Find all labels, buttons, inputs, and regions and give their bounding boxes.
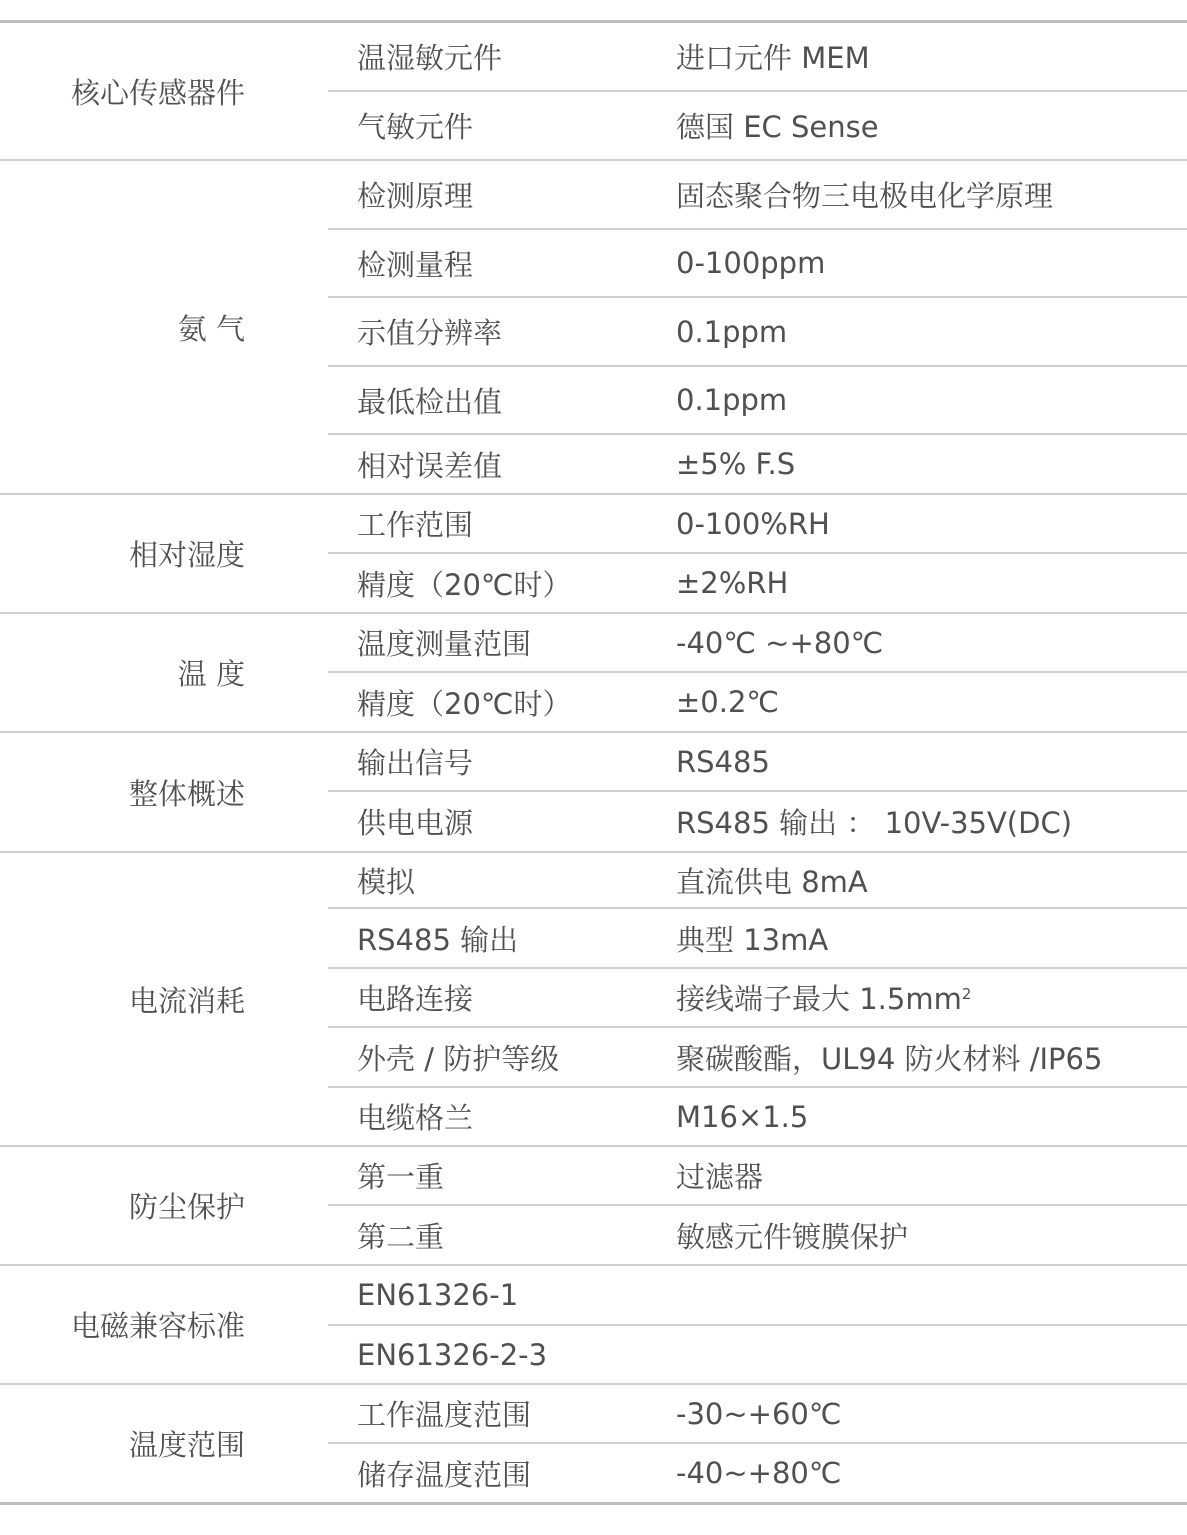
param-value-text: 0-100%RH <box>676 506 830 541</box>
param-value-text: -40℃ ~+80℃ <box>676 625 884 660</box>
param-value <box>676 1027 1176 1087</box>
param-name: 温湿敏元件 <box>357 41 503 75</box>
param-value-text: -30~+60℃ <box>676 1396 842 1431</box>
param-name: 检测原理 <box>357 179 474 213</box>
category-label: 温 度 <box>177 657 245 691</box>
param-name: 外壳 / 防护等级 <box>357 1041 560 1076</box>
param-value <box>676 1205 1176 1265</box>
param-name: EN61326-1 <box>357 1278 519 1312</box>
category-label: 温度范围 <box>128 1428 245 1462</box>
param-value <box>676 852 1176 908</box>
param-value-text: 0.1ppm <box>676 314 788 349</box>
param-name: EN61326-2-3 <box>357 1337 548 1372</box>
param-value <box>676 160 1176 229</box>
param-value <box>676 91 1176 160</box>
param-name: 储存温度范围 <box>357 1457 532 1492</box>
param-value-text: 德国 EC Sense <box>676 110 879 144</box>
param-value <box>676 1265 1176 1325</box>
param-value-text: ±2%RH <box>676 566 789 600</box>
param-value-text: 过滤器 <box>676 1160 764 1194</box>
param-value <box>676 908 1176 968</box>
param-value <box>676 732 1176 791</box>
category-label: 整体概述 <box>128 776 245 811</box>
param-name: 电缆格兰 <box>357 1101 474 1135</box>
param-value <box>676 613 1176 672</box>
param-name: 供电电源 <box>357 806 474 840</box>
param-value <box>676 791 1176 852</box>
param-value <box>676 1087 1176 1146</box>
table-bottom-border <box>0 1502 1187 1505</box>
param-value <box>676 229 1176 297</box>
param-value <box>676 1443 1176 1503</box>
param-value <box>676 366 1176 434</box>
param-value <box>676 672 1176 732</box>
category-label: 电磁兼容标准 <box>70 1309 245 1343</box>
param-value-text: RS485 输出 ： 10V-35V(DC) <box>676 806 1073 840</box>
param-value-text: 进口元件 MEM <box>676 41 870 75</box>
param-value-text: M16×1.5 <box>676 1099 809 1134</box>
param-value <box>676 1325 1176 1384</box>
category-label: 相对湿度 <box>128 538 245 572</box>
param-name: 精度（20℃时） <box>357 567 572 602</box>
param-value-text: RS485 <box>676 744 770 779</box>
param-value-text: 直流供电 8mA <box>676 864 868 899</box>
param-value <box>676 434 1176 494</box>
param-name: 电路连接 <box>357 982 474 1016</box>
param-value <box>676 494 1176 553</box>
param-value-text: -40~+80℃ <box>676 1456 842 1490</box>
param-name: 工作范围 <box>357 508 474 542</box>
param-name: 第一重 <box>357 1160 445 1194</box>
param-value <box>676 1146 1176 1205</box>
param-value <box>676 553 1176 613</box>
param-name: 最低检出值 <box>357 384 503 419</box>
param-name: 温度测量范围 <box>357 627 532 661</box>
param-value-text: 聚碳酸酯，UL94 防火材料 /IP65 <box>676 1041 1103 1076</box>
param-value-text: ±5% F.S <box>676 447 796 481</box>
param-value-text: 固态聚合物三电极电化学原理 <box>676 179 1054 213</box>
param-name: 相对误差值 <box>357 448 503 483</box>
param-name: 检测量程 <box>357 247 474 282</box>
param-value-text: 0-100ppm <box>676 246 826 280</box>
category-label: 核心传感器件 <box>70 75 245 110</box>
param-value <box>676 22 1176 91</box>
param-value <box>676 297 1176 366</box>
param-value <box>676 1384 1176 1443</box>
param-value-text: 接线端子最大 1.5mm <box>676 982 962 1016</box>
param-value: 接线端子最大 1.5mm $^2$ <box>676 968 1176 1027</box>
param-name: 气敏元件 <box>357 110 474 144</box>
param-value-text: 典型 13mA <box>676 922 829 957</box>
param-value-text: 敏感元件镀膜保护 <box>676 1219 909 1254</box>
param-name: 工作温度范围 <box>357 1398 532 1432</box>
param-name: 输出信号 <box>357 746 474 780</box>
param-name: 精度（20℃时） <box>357 686 572 721</box>
param-name: 第二重 <box>357 1219 445 1254</box>
param-name: 模拟 <box>357 864 416 899</box>
param-name: 示值分辨率 <box>357 316 503 350</box>
category-label: 氨 气 <box>177 311 245 346</box>
param-value-text: ±0.2℃ <box>676 685 779 719</box>
param-name: RS485 输出 <box>357 922 519 957</box>
category-label: 防尘保护 <box>128 1190 245 1224</box>
param-value-text: 0.1ppm <box>676 383 788 417</box>
category-label: 电流消耗 <box>128 983 245 1018</box>
